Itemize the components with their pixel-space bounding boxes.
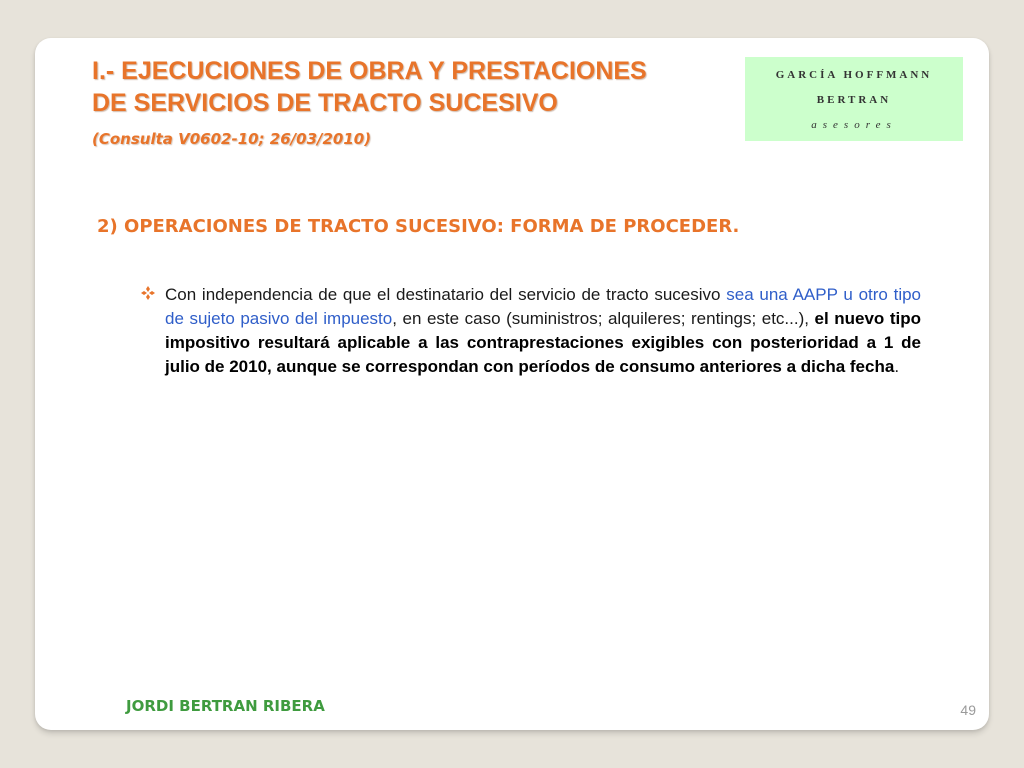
bullet-text-highlight: sea una AAPP u otro tipo de sujeto pasivo del impuesto <box>165 285 922 328</box>
bullet-text-part-1: Con independencia de que el destinatario del servicio de tracto sucesivo <box>165 285 727 304</box>
company-logo <box>745 57 963 141</box>
page-number: 49 <box>960 702 976 718</box>
bullet-text-period: . <box>894 357 900 376</box>
logo-line-3: asesores <box>811 119 897 131</box>
logo-line-2: BERTRAN <box>816 94 892 106</box>
bullet-text-part-3: , en este caso (suministros; alquileres; rentings; etc...), <box>392 309 815 328</box>
section-heading: 2) OPERACIONES DE TRACTO SUCESIVO: FORMA DE PROCEDER. <box>97 216 740 237</box>
footer-author: JORDI BERTRAN RIBERA <box>126 697 325 715</box>
logo-line-1: GARCÍA HOFFMANN <box>775 69 933 81</box>
slide-title <box>92 55 752 119</box>
title-line-1: I.- EJECUCIONES DE OBRA Y PRESTACIONES <box>92 57 647 85</box>
bullet-text <box>165 283 921 379</box>
slide-subtitle: (Consulta V0602-10; 26/03/2010) <box>92 130 372 148</box>
bullet-text-bold: el nuevo tipo impositivo resultará aplicable a las contraprestaciones exigibles con posterioridad a 1 de julio de 2010, aunque se correspondan con períodos de consumo anteriores a dicha fecha <box>165 309 921 376</box>
diamond-bullet-icon <box>140 285 156 301</box>
title-line-2: DE SERVICIOS DE TRACTO SUCESIVO <box>92 89 558 117</box>
